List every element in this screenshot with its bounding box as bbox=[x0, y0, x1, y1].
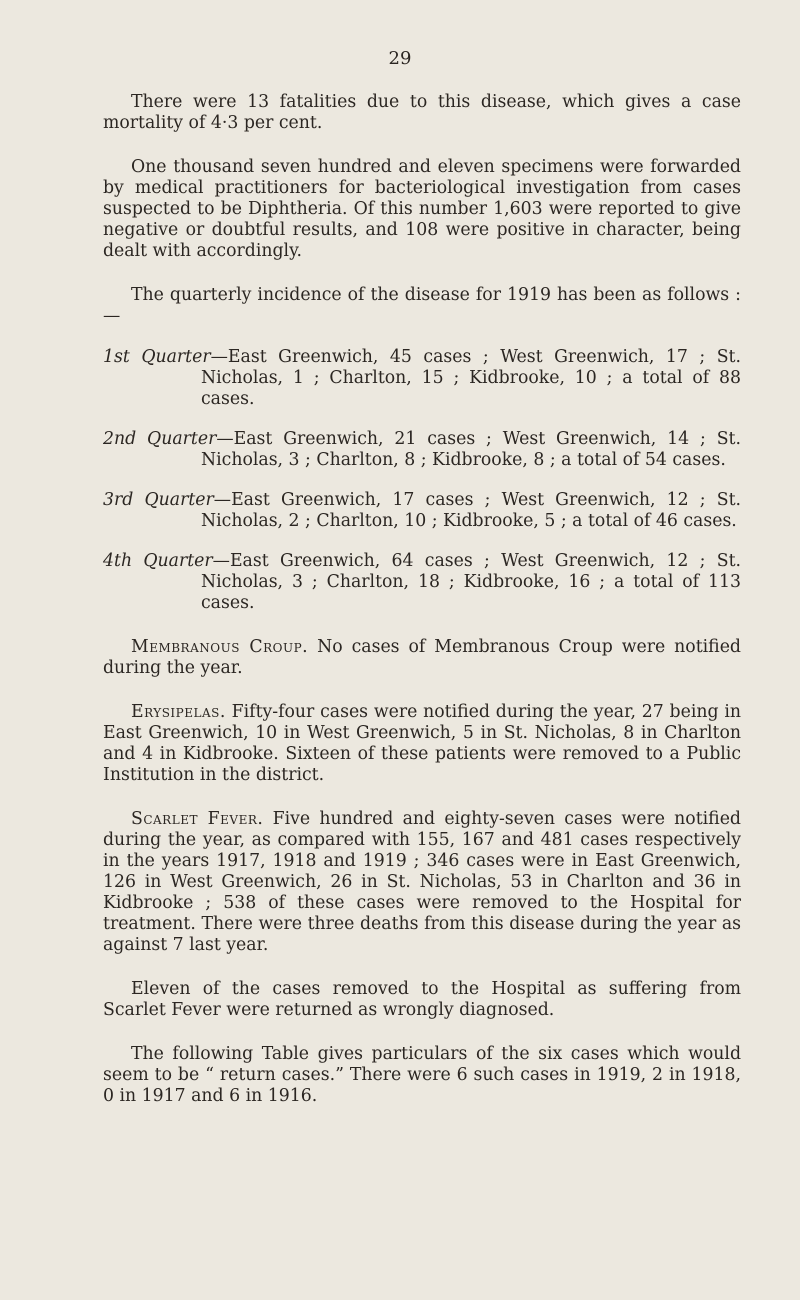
fatalities-paragraph: There were 13 fatalities due to this disease, which gives a case mortality of 4·3 per cent. bbox=[103, 92, 741, 133]
page-body bbox=[103, 92, 741, 1130]
quarter-text: —East Greenwich, 17 cases ; West Greenwich, 12 ; St. Nicholas, 2 ; Charlton, 10 ; Kidbrooke, 5 ; a total of 46 cases. bbox=[201, 490, 742, 531]
erysipelas-paragraph bbox=[103, 702, 741, 786]
quarter-label: 1st Quarter bbox=[103, 347, 211, 367]
erysipelas-heading: Erysipelas. bbox=[131, 702, 226, 722]
membranous-croup-paragraph bbox=[103, 637, 741, 679]
scarlet-fever-paragraph bbox=[103, 809, 741, 956]
specimens-paragraph: One thousand seven hundred and eleven specimens were forwarded by medical practitioners for bacteriological investigation from cases suspected to be Diphtheria. Of this number 1,603 were reported to give negative or doubtful results, and 108 were positive in character, being dealt with accordingly. bbox=[103, 157, 741, 261]
quarter-entry-4 bbox=[103, 551, 741, 614]
wrongly-diagnosed-paragraph: Eleven of the cases removed to the Hospital as suffering from Scarlet Fever were returned as wrongly diagnosed. bbox=[103, 979, 741, 1020]
quarter-text: —East Greenwich, 64 cases ; West Greenwich, 12 ; St. Nicholas, 3 ; Charlton, 18 ; Kidbrooke, 16 ; a total of 113 cases. bbox=[201, 551, 742, 613]
quarter-label: 2nd Quarter bbox=[103, 429, 217, 449]
quarterly-intro-paragraph: The quarterly incidence of the disease for 1919 has been as follows :— bbox=[103, 285, 741, 326]
membranous-croup-heading: Membranous Croup. bbox=[131, 637, 309, 657]
quarter-entry-1 bbox=[103, 347, 741, 410]
quarter-text: —East Greenwich, 21 cases ; West Greenwich, 14 ; St. Nicholas, 3 ; Charlton, 8 ; Kidbrooke, 8 ; a total of 54 cases. bbox=[201, 429, 741, 470]
membranous-croup-text: No cases of Membranous Croup were notified during the year. bbox=[103, 637, 741, 678]
quarter-label: 4th Quarter bbox=[103, 551, 213, 571]
erysipelas-text: Fifty-four cases were notified during the year, 27 being in East Greenwich, 10 in West Greenwich, 5 in St. Nicholas, 8 in Charlton and 4 in Kidbrooke. Sixteen of these patients were removed to a Public Institution in the district. bbox=[103, 702, 741, 785]
quarter-entry-3 bbox=[103, 490, 741, 532]
quarter-label: 3rd Quarter bbox=[103, 490, 214, 510]
quarter-entry-2 bbox=[103, 429, 741, 471]
page-number: 29 bbox=[388, 48, 412, 69]
scarlet-fever-heading: Scarlet Fever. bbox=[131, 809, 264, 829]
scarlet-fever-text: Five hundred and eighty-seven cases were notified during the year, as compared with 155, 167 and 481 cases respectively in the years 1917, 1918 and 1919 ; 346 cases were in East Greenwich, 126 in West Greenwich, 26 in St. Nicholas, 53 in Charlton and 36 in Kidbrooke ; 538 of these cases were removed to the Hospital for treatment. There were three deaths from this disease during the year as against 7 last year. bbox=[103, 809, 741, 955]
quarter-text: —East Greenwich, 45 cases ; West Greenwich, 17 ; St. Nicholas, 1 ; Charlton, 15 ; Kidbrooke, 10 ; a total of 88 cases. bbox=[201, 347, 741, 409]
return-cases-paragraph: The following Table gives particulars of the six cases which would seem to be “ return cases.” There were 6 such cases in 1919, 2 in 1918, 0 in 1917 and 6 in 1916. bbox=[103, 1044, 741, 1106]
